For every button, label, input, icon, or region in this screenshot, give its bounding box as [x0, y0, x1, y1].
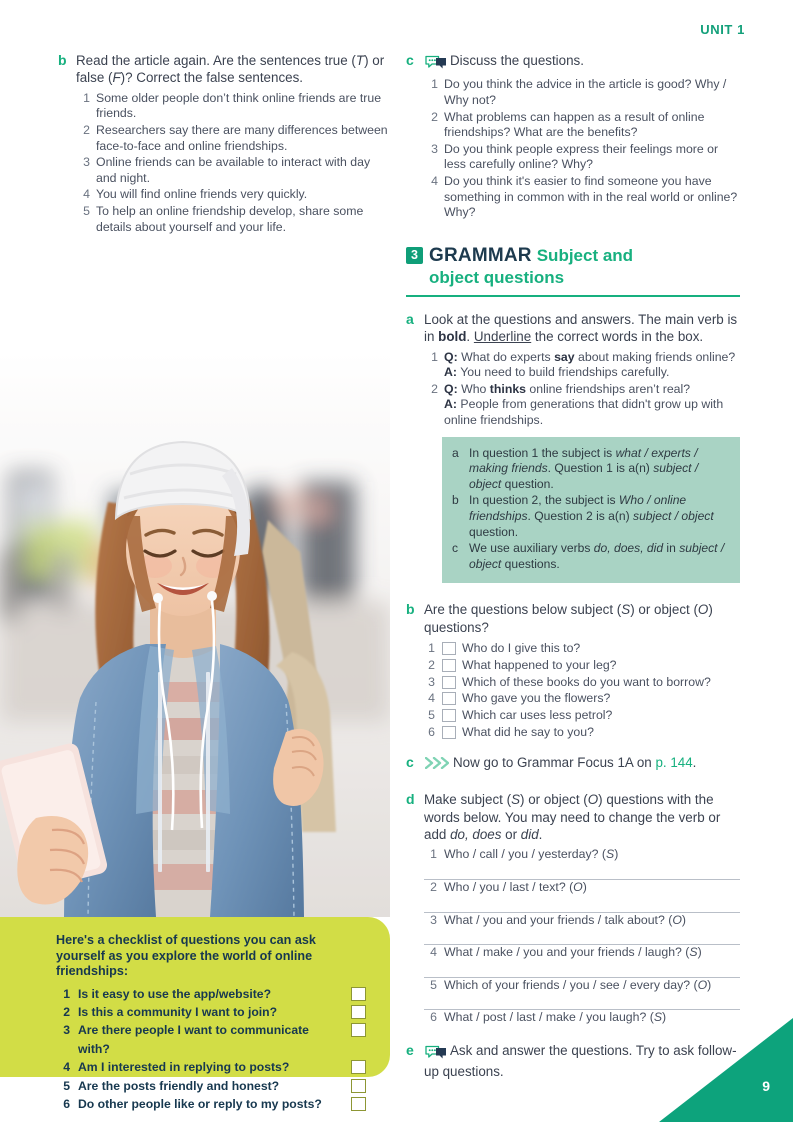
item-number: 4	[430, 945, 437, 960]
item-text: Do other people like or reply to my posts?	[78, 1096, 322, 1111]
list-item	[76, 187, 388, 203]
stem-part-3: the correct words in the box.	[531, 329, 704, 345]
exercise-d-items	[424, 847, 740, 1028]
exercise-d-instruction	[424, 791, 740, 843]
unit-running-head: UNIT 1	[700, 22, 745, 37]
item-number: 1	[428, 641, 435, 656]
item-number: 2	[431, 109, 438, 124]
grammar-note-items	[452, 446, 728, 573]
exercise-c-items	[424, 77, 740, 220]
question-post: about making friends online?	[574, 349, 736, 364]
stem-object-marker: O	[697, 602, 709, 618]
item-number: 2	[63, 1004, 70, 1019]
stem-bold-word: bold	[438, 329, 467, 345]
stem-part-5: .	[538, 827, 543, 843]
list-item	[424, 674, 740, 690]
item-number: 3	[430, 912, 437, 927]
checkbox[interactable]	[351, 1023, 366, 1037]
stem-part-3: ) questions?	[424, 602, 713, 635]
item-text: Which of your friends / you / see / every day? (	[444, 977, 698, 992]
list-item[interactable]	[424, 978, 740, 1011]
item-number: 5	[63, 1078, 70, 1093]
stem-part-2: ) or object (	[520, 792, 588, 808]
section-subtitle-line2: object questions	[429, 267, 565, 287]
item-text: What / post / last / make / you laugh? (	[444, 1010, 654, 1025]
exercise-letter-c: c	[406, 753, 414, 770]
item-text: Who / call / you / yesterday? (	[444, 847, 606, 862]
list-item	[424, 174, 740, 221]
list-item	[424, 724, 740, 740]
item-text: Some older people don’t think online friends are true friends.	[96, 90, 382, 121]
stem-part-4: or	[501, 827, 521, 843]
checkbox[interactable]	[351, 1060, 366, 1074]
checkbox[interactable]	[351, 1097, 366, 1111]
item-text: Do you think people express their feelings more or less carefully online? Why?	[444, 141, 719, 172]
exercise-letter-d: d	[406, 791, 415, 808]
item-number: 4	[428, 691, 435, 706]
answer-checkbox[interactable]	[442, 709, 456, 722]
item-number: 6	[430, 1010, 437, 1025]
item-tail: )	[614, 847, 619, 862]
exercise-c-focus-text	[424, 754, 740, 773]
note-part-3: question.	[469, 524, 519, 539]
list-item	[424, 110, 740, 141]
checklist-panel	[0, 917, 390, 1111]
list-item	[424, 690, 740, 706]
list-item	[56, 1058, 368, 1076]
stem-true-marker: T	[355, 53, 365, 68]
list-item	[452, 493, 728, 540]
answer-checkbox[interactable]	[442, 726, 456, 739]
item-number: 4	[63, 1060, 70, 1075]
note-part-1: In question 1 the subject is	[469, 445, 616, 460]
exercise-c-grammar-focus	[406, 754, 740, 773]
exercise-b-instruction	[76, 52, 388, 87]
note-part-3: question.	[501, 476, 554, 491]
grammar-note-box	[442, 437, 740, 584]
checkbox[interactable]	[351, 1079, 366, 1093]
exercise-letter-c: c	[406, 52, 414, 68]
page-corner-triangle	[659, 1018, 793, 1122]
list-item	[424, 707, 740, 723]
stem-false-marker: F	[112, 70, 121, 86]
list-item	[424, 77, 740, 108]
item-text: What / make / you and your friends / laugh? (	[444, 945, 690, 960]
stem-aux-1: do, does	[450, 827, 502, 843]
photo-illustration	[0, 352, 390, 917]
stem-part-1: Are the questions below subject (	[424, 602, 622, 618]
section-divider	[406, 295, 740, 297]
answer-checkbox[interactable]	[442, 642, 456, 655]
note-part-1: In question 2, the subject is	[469, 493, 619, 508]
list-item	[56, 1077, 368, 1095]
section-number-badge: 3	[406, 247, 423, 264]
item-number: 5	[83, 203, 90, 218]
exercise-letter-a: a	[406, 310, 414, 327]
item-number: 1	[431, 349, 438, 364]
stem-part-3: ) questions with the words below. You may need to change the verb or add	[424, 792, 721, 843]
list-item	[424, 142, 740, 173]
answer-label: A:	[444, 365, 457, 380]
answer-checkbox[interactable]	[442, 659, 456, 672]
exercise-b-subject-object	[406, 601, 740, 740]
item-number: 2	[428, 657, 435, 672]
checkbox[interactable]	[351, 1005, 366, 1019]
note-part-2: . Question 1 is a(n)	[547, 461, 654, 476]
item-letter: c	[452, 541, 459, 556]
exercise-c-discuss	[406, 52, 740, 221]
item-text: You will find online friends very quickly.	[96, 187, 308, 202]
speech-bubbles-icon	[425, 55, 447, 73]
item-text: Am I interested in replying to posts?	[78, 1060, 290, 1075]
item-letter: b	[452, 493, 459, 508]
chevrons-right-icon	[425, 756, 449, 773]
item-text: What happened to your leg?	[462, 657, 617, 672]
speech-bubbles-icon	[425, 1045, 447, 1063]
checkbox[interactable]	[351, 987, 366, 1001]
item-text: Who / you / last / text? (	[444, 880, 574, 895]
item-number: 2	[83, 123, 90, 137]
answer-checkbox[interactable]	[442, 676, 456, 689]
grammar-focus-page-link[interactable]: p. 144	[655, 754, 693, 770]
answer-checkbox[interactable]	[442, 692, 456, 705]
item-number: 3	[83, 155, 90, 170]
item-number: 6	[63, 1096, 70, 1111]
exercise-d-make-questions	[406, 791, 740, 1028]
item-tail: )	[582, 880, 587, 895]
list-item[interactable]	[424, 913, 740, 946]
stem-underline-word: Underline	[473, 329, 532, 345]
item-text: What / you and your friends / talk about? (	[444, 912, 673, 927]
item-text: Which car uses less petrol?	[462, 707, 613, 722]
question-pre: What do experts	[461, 349, 555, 364]
stem-subject-marker: S	[621, 602, 631, 618]
exercise-b-items	[424, 640, 740, 740]
stem-part-2: ) or object (	[630, 602, 698, 618]
item-number: 5	[430, 977, 437, 992]
item-number: 5	[428, 707, 435, 722]
note-option-2[interactable]: subject / object	[633, 508, 714, 523]
list-item[interactable]	[424, 880, 740, 913]
exercise-c-stem-text: Discuss the questions.	[450, 53, 584, 68]
item-tag: O	[697, 977, 708, 992]
note-part-3: questions.	[501, 556, 560, 571]
list-item	[56, 985, 368, 1003]
exercise-letter-b: b	[58, 52, 67, 68]
section-subtitle-line1: Subject and	[536, 245, 634, 265]
question-label: Q:	[444, 381, 458, 396]
answer-label: A:	[444, 397, 457, 412]
section-title: GRAMMAR	[429, 244, 532, 266]
list-item	[424, 350, 740, 381]
exercise-b-instruction	[424, 601, 740, 636]
list-item	[76, 155, 388, 186]
item-text: Do you think the advice in the article is good? Why / Why not?	[444, 77, 727, 107]
item-tag: O	[573, 880, 583, 895]
item-number: 4	[431, 173, 438, 188]
list-item	[76, 91, 388, 122]
list-item	[56, 1095, 368, 1113]
note-option-1[interactable]: Who / online friendships	[469, 493, 687, 523]
item-number: 2	[431, 381, 438, 396]
item-text: Do you think it's easier to find someone you have something in common with in the real world or online? Why?	[444, 173, 738, 220]
item-text: Who gave you the flowers?	[462, 691, 611, 706]
list-item[interactable]	[424, 847, 740, 880]
answer-text: You need to build friendships carefully.	[460, 365, 670, 380]
note-part-2: . Question 2 is a(n)	[527, 508, 634, 523]
exercise-letter-b: b	[406, 601, 415, 618]
item-tag: S	[605, 847, 615, 862]
photo-young-woman-with-phone	[0, 352, 390, 917]
item-tail: )	[662, 1010, 667, 1025]
page-number: 9	[762, 1078, 770, 1094]
note-option-1[interactable]: do, does, did	[593, 541, 664, 556]
stem-part-1: Look at the questions and answers. The main verb is in	[424, 311, 738, 345]
note-option-2[interactable]: subject / object	[469, 461, 699, 491]
list-item	[424, 657, 740, 673]
question-post: online friendships aren’t real?	[526, 381, 691, 396]
item-number: 6	[428, 724, 435, 739]
left-column	[58, 52, 388, 249]
exercise-b-reading	[58, 52, 388, 235]
item-number: 3	[63, 1023, 70, 1038]
item-number: 1	[63, 986, 70, 1001]
item-text: Which of these books do you want to borrow?	[462, 674, 711, 689]
item-text: What did he say to you?	[462, 724, 594, 739]
note-option-2[interactable]: subject / object	[469, 541, 725, 571]
item-text: Online friends can be available to interact with day and night.	[96, 155, 371, 185]
note-part-2: in	[663, 541, 680, 556]
list-item	[56, 1021, 368, 1058]
list-item[interactable]	[424, 945, 740, 978]
note-option-1[interactable]: what / experts / making friends	[469, 445, 698, 476]
item-tag: S	[689, 945, 698, 960]
item-tail: )	[681, 912, 686, 927]
grammar-section-header	[406, 245, 740, 297]
item-number: 1	[431, 77, 438, 92]
exercise-a-grammar	[406, 311, 740, 584]
item-number: 4	[83, 187, 90, 202]
list-item	[56, 1003, 368, 1021]
question-label: Q:	[444, 349, 458, 364]
list-item	[76, 123, 388, 154]
item-text: Is it easy to use the app/website?	[78, 986, 272, 1001]
item-number: 1	[83, 90, 90, 105]
item-number: 2	[430, 880, 437, 895]
item-text: Are there people I want to communicate with?	[78, 1023, 309, 1056]
item-number: 1	[430, 847, 437, 862]
list-item	[76, 204, 388, 235]
corner-triangle-shape	[659, 1018, 793, 1122]
checklist-title: Here's a checklist of questions you can ask yourself as you explore the world of online friendships:	[56, 933, 316, 978]
exercise-b-items	[76, 91, 388, 235]
list-item	[424, 382, 740, 429]
item-tail: )	[697, 945, 702, 960]
item-text: To help an online friendship develop, share some details about yourself and your life.	[96, 203, 364, 234]
item-tag: O	[672, 912, 682, 927]
list-item	[424, 640, 740, 656]
question-main-verb: say	[554, 349, 575, 364]
answer-text: People from generations that didn't grow up with online friendships.	[444, 397, 724, 427]
stem-part-1: Make subject (	[424, 792, 512, 808]
stem-subject-marker: S	[511, 792, 521, 808]
right-column	[406, 52, 740, 1095]
item-text: Are the posts friendly and honest?	[78, 1078, 280, 1093]
question-pre: Who	[461, 381, 490, 396]
item-text: Is this a community I want to join?	[78, 1004, 278, 1019]
item-tail: )	[707, 977, 712, 992]
exercise-a-instruction	[424, 311, 740, 346]
item-tag: S	[653, 1010, 663, 1025]
stem-part-2: .	[466, 329, 474, 345]
stem-object-marker: O	[587, 792, 599, 808]
item-number: 3	[428, 674, 435, 689]
exercise-letter-e: e	[406, 1042, 414, 1058]
question-main-verb: thinks	[489, 381, 527, 396]
stem-aux-2: did	[520, 827, 539, 843]
item-text: Researchers say there are many differences between face-to-face and online friendships.	[96, 123, 388, 153]
item-text: What problems can happen as a result of online friendships? What are the benefits?	[444, 109, 705, 140]
list-item	[452, 541, 728, 572]
stem-part-3: )? Correct the false sentences.	[120, 70, 304, 86]
item-number: 3	[431, 141, 438, 156]
checklist-items	[56, 985, 368, 1114]
exercise-c-instruction	[424, 52, 740, 73]
item-text: Who do I give this to?	[462, 641, 581, 656]
note-part-1: We use auxiliary verbs	[469, 541, 594, 556]
focus-text-after: .	[692, 754, 697, 770]
stem-part-2: ) or false (	[76, 53, 385, 86]
item-letter: a	[452, 445, 459, 460]
exercise-e-stem-text: Ask and answer the questions. Try to ask follow-up questions.	[424, 1043, 737, 1080]
stem-part-1: Read the article again. Are the sentences true (	[76, 53, 356, 68]
focus-text-before: Now go to Grammar Focus 1A on	[453, 754, 656, 770]
exercise-a-qa-list	[424, 350, 740, 429]
list-item	[452, 446, 728, 493]
